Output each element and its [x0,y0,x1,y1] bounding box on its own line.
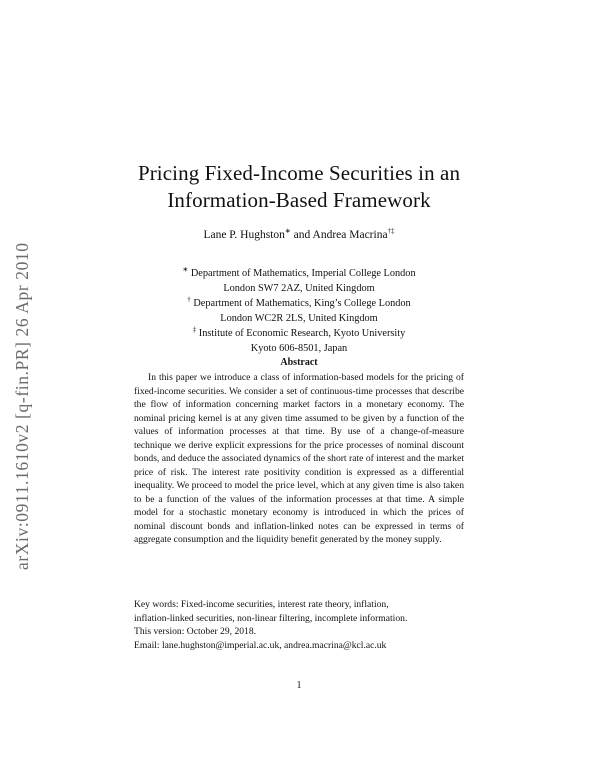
affiliation-line: Kyoto 606-8501, Japan [250,343,348,354]
affiliations [134,266,464,356]
paper-title [134,160,464,214]
paper-metadata [134,598,464,652]
affiliation-line: London WC2R 2LS, United Kingdom [220,313,378,324]
affiliation-mark: † [187,295,191,304]
author-list [134,229,464,241]
title-line-1: Pricing Fixed-Income Securities in an [137,161,461,185]
affiliation-mark: ∗ [182,265,189,274]
email-line: Email: lane.hughston@imperial.ac.uk, andrea.macrina@kcl.ac.uk [134,639,387,651]
title-line-2: Information-Based Framework [167,188,431,212]
affiliation-line: ‡ Institute of Economic Research, Kyoto University [192,325,406,339]
version-line: This version: October 29, 2018. [134,626,257,637]
author-name: Lane P. Hughston [203,229,285,241]
author-name: Andrea Macrina [312,229,388,241]
page-number: 1 [296,680,302,691]
affiliation-mark: ‡ [192,325,197,334]
author-footnote-mark: ∗ [284,227,291,236]
author-joiner: and [290,229,313,241]
abstract-heading: Abstract [280,357,318,368]
affiliation-line: † Department of Mathematics, King’s College London [187,295,411,309]
keywords-line: Key words: Fixed-income securities, interest rate theory, inflation, [134,599,389,610]
arxiv-identifier-stamp: arXiv:0911.1610v2 [q-fin.PR] 26 Apr 2010 [12,242,32,570]
affiliation-line: London SW7 2AZ, United Kingdom [223,283,375,294]
author-footnote-mark: †‡ [387,227,395,236]
keywords-line: inflation-linked securities, non-linear filtering, incomplete information. [134,612,408,624]
abstract-body: In this paper we introduce a class of information-based models for the pricing of fixed-income securities. We consider a set of continuous-time processes that describe the flow of information concerning market factors in a monetary economy. The nominal pricing kernel is at any given time assumed to be given by a function of the values of information processes at that time. By use of a change-of-measure technique we derive explicit expressions for the price processes of nominal discount bonds, and deduce the associated dynamics of the short rate of interest and the market price of risk. The interest rate positivity condition is expressed as a differential inequality. We proceed to model the price level, which at any given time is also taken to be a function of the values of the information processes at that time. A simple model for a stochastic monetary economy is introduced in which the prices of nominal discount bonds and inflation-linked notes can be expressed in terms of aggregate consumption and the liquidity benefit generated by the money supply. [134,372,464,545]
affiliation-line: ∗ Department of Mathematics, Imperial College London [182,265,416,279]
